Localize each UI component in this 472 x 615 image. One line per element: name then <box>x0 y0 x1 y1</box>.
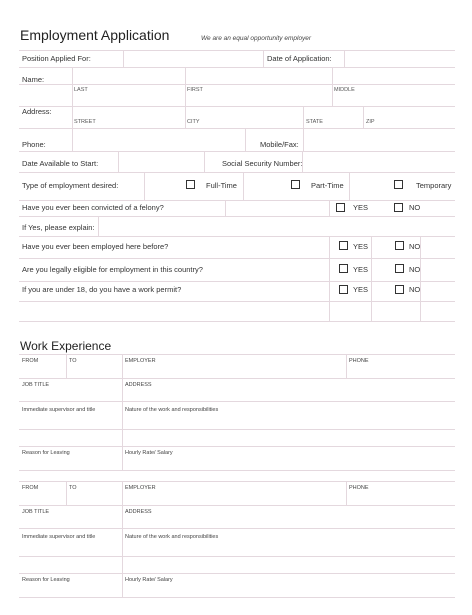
form-rule <box>19 84 455 85</box>
eligible-yes-checkbox[interactable] <box>339 264 348 273</box>
name-middle-caption: MIDDLE <box>334 87 355 93</box>
form-divider <box>349 172 350 200</box>
name-label: Name: <box>22 75 45 84</box>
equal-opportunity-note: We are an equal opportunity employer <box>201 35 312 42</box>
date-of-application-label: Date of Application: <box>267 54 332 63</box>
form-divider <box>225 200 226 216</box>
work-divider <box>122 481 123 597</box>
full-time-checkbox[interactable] <box>186 180 195 189</box>
permit-yes-checkbox[interactable] <box>339 285 348 294</box>
address-label: ADDRESS <box>125 382 152 388</box>
felony-no-label: NO <box>409 203 421 212</box>
address-label: Address: <box>22 107 52 116</box>
mobile-fax-label: Mobile/Fax: <box>260 140 299 149</box>
address-label: ADDRESS <box>125 509 152 515</box>
name-last-caption: LAST <box>74 87 88 93</box>
form-divider <box>329 200 330 216</box>
employed-before-question: Have you ever been employed here before? <box>22 242 169 251</box>
temporary-label: Temporary <box>416 181 452 190</box>
to-label: TO <box>69 485 77 491</box>
work-rule <box>19 528 455 529</box>
form-divider <box>185 67 186 128</box>
position-label: Position Applied For: <box>22 54 91 63</box>
form-divider <box>303 106 304 128</box>
full-time-label: Full-Time <box>206 181 237 190</box>
work-divider <box>346 354 347 378</box>
felony-yes-checkbox[interactable] <box>336 203 345 212</box>
form-divider <box>123 50 124 67</box>
application-form <box>19 50 455 322</box>
supervisor-label: Immediate supervisor and title <box>22 534 96 540</box>
reason-for-leaving-label: Reason for Leaving <box>22 450 70 456</box>
from-label: FROM <box>22 358 39 364</box>
form-rule <box>19 258 455 259</box>
work-rule <box>19 573 455 574</box>
form-divider <box>204 151 205 172</box>
work-divider <box>66 354 67 378</box>
employed-yes-checkbox[interactable] <box>339 241 348 250</box>
part-time-checkbox[interactable] <box>291 180 300 189</box>
phone-label: Phone: <box>22 140 46 149</box>
page-title: Employment Application <box>20 27 170 43</box>
permit-no-checkbox[interactable] <box>395 285 404 294</box>
work-experience-heading: Work Experience <box>20 339 112 353</box>
work-rule <box>19 481 455 482</box>
form-divider <box>118 151 119 172</box>
date-available-label: Date Available to Start: <box>22 159 99 168</box>
address-zip-caption: ZIP <box>366 119 375 125</box>
phone-label: PHONE <box>349 358 369 364</box>
permit-yes-label: YES <box>353 285 369 294</box>
form-rule <box>19 50 455 51</box>
felony-question: Have you ever been convicted of a felony? <box>22 203 164 212</box>
form-rule <box>19 151 455 152</box>
form-rule <box>19 106 455 107</box>
felony-no-checkbox[interactable] <box>394 203 403 212</box>
form-divider <box>263 50 264 67</box>
eligible-yes-label: YES <box>353 265 369 274</box>
work-rule <box>19 505 455 506</box>
form-divider <box>344 50 345 67</box>
form-rule <box>19 321 455 322</box>
form-divider <box>329 236 330 321</box>
work-divider <box>66 481 67 505</box>
form-divider <box>363 106 364 128</box>
form-rule <box>19 172 455 173</box>
work-experience-block <box>19 354 455 471</box>
work-rule <box>19 597 455 598</box>
form-divider <box>144 172 145 200</box>
job-title-label: JOB TITLE <box>22 382 50 388</box>
form-divider <box>332 67 333 106</box>
form-rule <box>19 216 455 217</box>
eligible-question: Are you legally eligible for employment in this country? <box>22 265 203 274</box>
work-rule <box>19 470 455 471</box>
form-rule <box>19 301 455 302</box>
form-divider <box>371 236 372 321</box>
eligible-no-checkbox[interactable] <box>395 264 404 273</box>
supervisor-label: Immediate supervisor and title <box>22 407 96 413</box>
employed-no-checkbox[interactable] <box>395 241 404 250</box>
employment-type-label: Type of employment desired: <box>22 181 119 190</box>
to-label: TO <box>69 358 77 364</box>
from-label: FROM <box>22 485 39 491</box>
reason-for-leaving-label: Reason for Leaving <box>22 577 70 583</box>
form-rule <box>19 200 455 201</box>
employer-label: EMPLOYER <box>125 485 156 491</box>
employer-label: EMPLOYER <box>125 358 156 364</box>
employed-no-label: NO <box>409 242 421 251</box>
responsibilities-label: Nature of the work and responsibilities <box>125 534 219 540</box>
eligible-no-label: NO <box>409 265 421 274</box>
address-street-caption: STREET <box>74 119 96 125</box>
salary-label: Hourly Rate/ Salary <box>125 577 173 583</box>
address-state-caption: STATE <box>306 119 323 125</box>
part-time-label: Part-Time <box>311 181 344 190</box>
responsibilities-label: Nature of the work and responsibilities <box>125 407 219 413</box>
form-rule <box>19 128 455 129</box>
phone-label: PHONE <box>349 485 369 491</box>
form-rule <box>19 67 455 68</box>
form-divider <box>303 128 304 151</box>
work-divider <box>346 481 347 505</box>
ssn-label: Social Security Number: <box>222 159 303 168</box>
work-rule <box>19 378 455 379</box>
job-title-label: JOB TITLE <box>22 509 50 515</box>
temporary-checkbox[interactable] <box>394 180 403 189</box>
form-divider <box>243 172 244 200</box>
form-divider <box>72 128 73 151</box>
work-rule <box>19 556 455 557</box>
form-rule <box>19 236 455 237</box>
salary-label: Hourly Rate/ Salary <box>125 450 173 456</box>
work-rule <box>19 446 455 447</box>
work-rule <box>19 401 455 402</box>
name-first-caption: FIRST <box>187 87 203 93</box>
employed-yes-label: YES <box>353 242 369 251</box>
work-permit-question: If you are under 18, do you have a work permit? <box>22 285 182 294</box>
work-divider <box>122 354 123 470</box>
explain-label: If Yes, please explain: <box>22 223 95 232</box>
permit-no-label: NO <box>409 285 421 294</box>
form-divider <box>245 128 246 151</box>
form-divider <box>98 216 99 236</box>
work-experience-block <box>19 481 455 598</box>
form-rule <box>19 281 455 282</box>
address-city-caption: CITY <box>187 119 200 125</box>
work-rule <box>19 354 455 355</box>
work-rule <box>19 429 455 430</box>
felony-yes-label: YES <box>353 203 369 212</box>
form-divider <box>72 67 73 128</box>
